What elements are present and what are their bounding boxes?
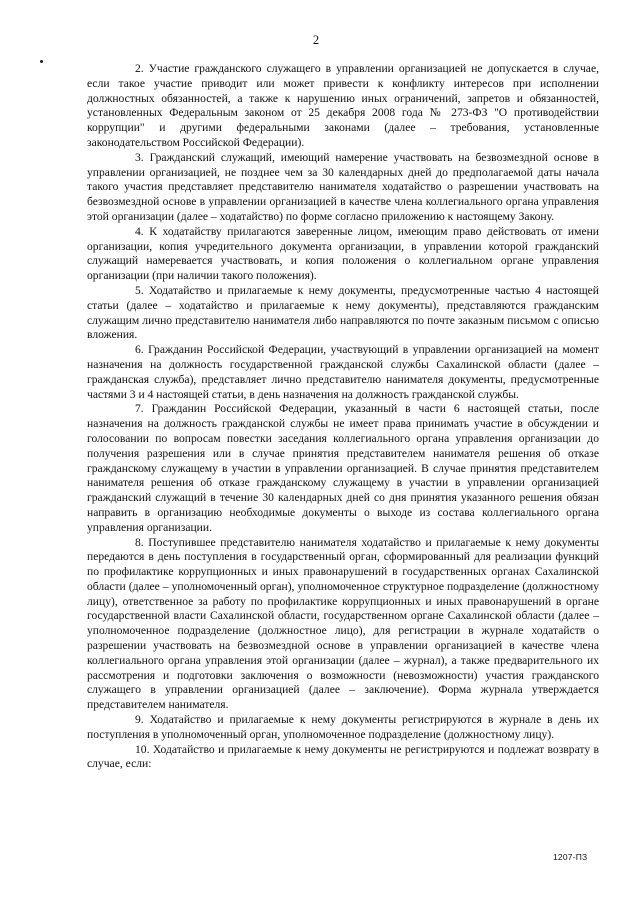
scan-speck xyxy=(40,60,43,63)
paragraph-6: 6. Гражданин Российской Федерации, участвующий в управлении организацией на момент назначения на должность государственной гражданской службы Сахалинской области (далее – гражданская служба), представляет лично представителю нанимателя документы, предусмотренные частями 3 и 4 настоящей статьи, в день назначения на должность гражданской службы. xyxy=(87,343,599,401)
paragraph-3: 3. Гражданский служащий, имеющий намерение участвовать на безвозмездной основе в управлении организацией, не позднее чем за 30 календарных дней до предполагаемой даты начала такого участия представляет представителю нанимателя ходатайство о разрешении участвовать на безвозмездной основе в управлении организацией в качестве члена коллегиального органа управления этой организации (далее – ходатайство) по форме согласно приложению к настоящему Закону. xyxy=(87,150,599,223)
paragraph-4: 4. К ходатайству прилагаются заверенные лицом, имеющим право действовать от имени организации, копия учредительного документа организации, в управлении которой гражданский служащий намеревается участвовать, и копия положения о коллегиальном органе управления организации (при наличии такого положения). xyxy=(87,224,599,283)
paragraph-8: 8. Поступившее представителю нанимателя ходатайство и прилагаемые к нему документы передаются в день поступления в государственный орган, сформированный для реализации функций по профилактике коррупционных и иных правонарушений в государственных органах Сахалинской области (далее – уполномоченный орган), уполномоченное структурное подразделение (должностному лицу), ответственное за работу по профилактике коррупционных и иных правонарушений в органе государственной власти Сахалинской области, государственном органе Сахалинской области (далее – уполномоченное подразделение (должностное лицо), для регистрации в журнале ходатайств о разрешении участвовать на безвозмездной основе в управлении организацией в качестве члена коллегиального органа управления этой организации (далее – журнал), а также предварительного их рассмотрения и подготовки заключения о возможности (невозможности) участия гражданского служащего в управлении организацией (далее – заключение). Форма журнала утверждается представителем нанимателя. xyxy=(87,535,599,712)
page-number: 2 xyxy=(312,33,320,47)
paragraph-10: 10. Ходатайство и прилагаемые к нему документы не регистрируются и подлежат возврату в случае, если: xyxy=(87,742,599,771)
footer-code: 1207-ПЗ xyxy=(553,852,588,862)
paragraph-5: 5. Ходатайство и прилагаемые к нему документы, предусмотренные частью 4 настоящей статьи (далее – ходатайство и прилагаемые к нему документы), представляются гражданским служащим лично представителю нанимателя либо направляются по почте заказным письмом с описью вложения. xyxy=(87,283,599,342)
paragraph-2: 2. Участие гражданского служащего в управлении организацией не допускается в случае, если такое участие приводит или может привести к конфликту интересов при исполнении должностных обязанностей, а также к нарушению иных ограничений, запретов и обязанностей, установленных Федеральным законом от 25 декабря 2008 года № 273-ФЗ "О противодействии коррупции" и другими федеральными законами (далее – требования, установленные законодательством Российской Федерации). xyxy=(87,62,599,149)
paragraph-7: 7. Гражданин Российской Федерации, указанный в части 6 настоящей статьи, после назначения на должность гражданской службы не имеет права принимать участие в обсуждении и голосовании по вопросам повестки заседания коллегиального органа управления организации до получения разрешения или в случае принятия представителем нанимателя решения об отказе гражданскому служащему в участии в управлении организацией. В случае принятия представителем нанимателя решения об отказе гражданскому служащему в участии в управлении организацией гражданский служащий в течение 30 календарных дней со дня принятия указанного решения обязан направить в организацию необходимые документы о выходе из состава коллегиального органа управления организации. xyxy=(87,402,599,534)
document-body xyxy=(87,62,599,772)
paragraph-9: 9. Ходатайство и прилагаемые к нему документы регистрируются в журнале в день их поступления в уполномоченный орган, уполномоченное подразделение (должностному лицу). xyxy=(87,713,599,741)
